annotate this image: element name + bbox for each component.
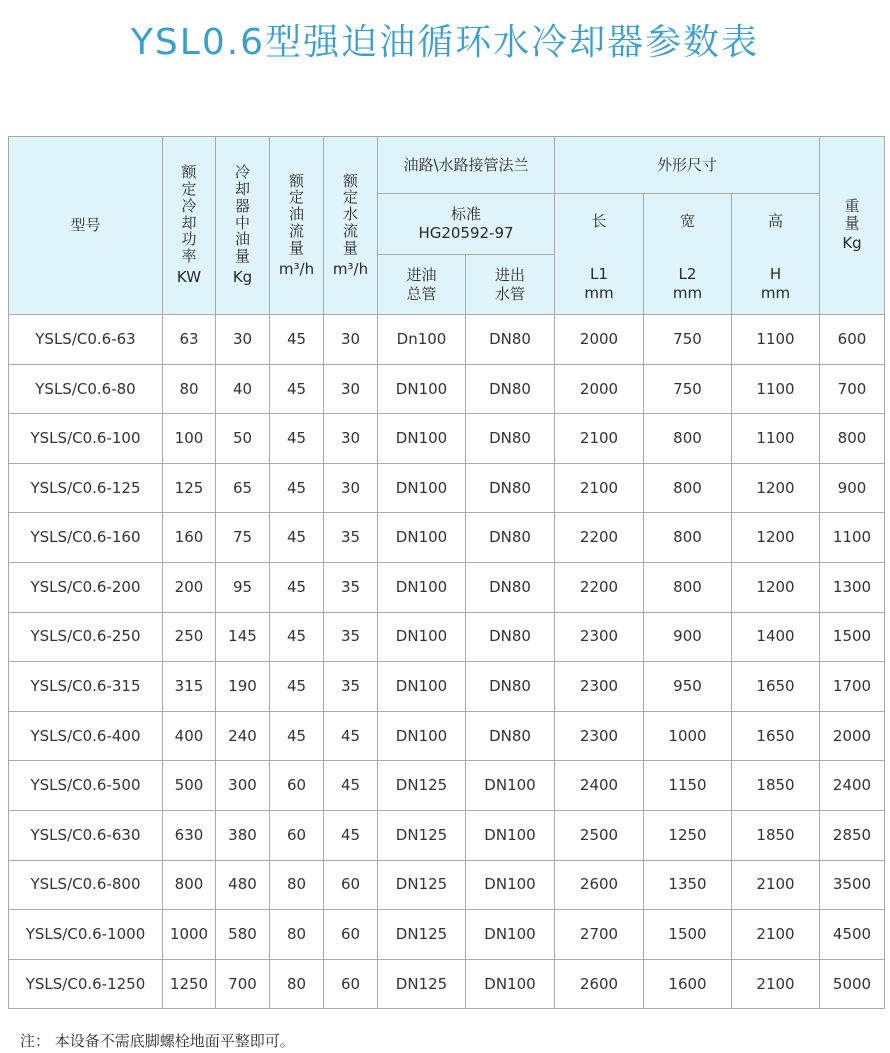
table-cell: 1500 xyxy=(644,910,732,960)
table-cell: YSLS/C0.6-200 xyxy=(9,562,163,612)
table-cell: 45 xyxy=(270,562,324,612)
table-cell: DN100 xyxy=(378,612,466,662)
table-cell: DN125 xyxy=(378,860,466,910)
table-cell: DN100 xyxy=(378,711,466,761)
table-cell: 380 xyxy=(216,810,270,860)
table-cell: 45 xyxy=(270,513,324,563)
table-row xyxy=(9,662,885,712)
header-length: 长 L1 mm xyxy=(555,194,644,315)
table-cell: 60 xyxy=(324,959,378,1009)
table-cell: DN100 xyxy=(466,959,555,1009)
table-cell: DN100 xyxy=(378,562,466,612)
table-cell: 30 xyxy=(324,463,378,513)
table-cell: YSLS/C0.6-315 xyxy=(9,662,163,712)
table-cell: 1250 xyxy=(644,810,732,860)
table-cell: YSLS/C0.6-1000 xyxy=(9,910,163,960)
table-cell: DN80 xyxy=(466,463,555,513)
table-cell: 2600 xyxy=(555,860,644,910)
table-cell: DN125 xyxy=(378,761,466,811)
table-cell: 95 xyxy=(216,562,270,612)
table-cell: 2100 xyxy=(732,860,820,910)
table-cell: 2200 xyxy=(555,562,644,612)
table-cell: 800 xyxy=(163,860,216,910)
table-cell: 45 xyxy=(324,761,378,811)
table-cell: DN125 xyxy=(378,959,466,1009)
table-cell: YSLS/C0.6-800 xyxy=(9,860,163,910)
header-width: 宽 L2 mm xyxy=(644,194,732,315)
table-cell: YSLS/C0.6-250 xyxy=(9,612,163,662)
table-cell: 35 xyxy=(324,612,378,662)
table-cell: 60 xyxy=(324,910,378,960)
table-cell: DN100 xyxy=(466,860,555,910)
table-row xyxy=(9,414,885,464)
header-weight: 重量 Kg xyxy=(820,137,885,315)
table-row xyxy=(9,463,885,513)
table-row xyxy=(9,364,885,414)
table-cell: 80 xyxy=(270,860,324,910)
table-cell: 2300 xyxy=(555,612,644,662)
table-cell: 45 xyxy=(270,463,324,513)
table-cell: Dn100 xyxy=(378,315,466,365)
table-row xyxy=(9,810,885,860)
table-cell: 2200 xyxy=(555,513,644,563)
table-cell: 250 xyxy=(163,612,216,662)
table-cell: 1100 xyxy=(732,315,820,365)
footnote: 注： 本设备不需底脚螺栓地面平整即可。 xyxy=(20,1032,295,1050)
table-cell: 125 xyxy=(163,463,216,513)
table-cell: 45 xyxy=(270,612,324,662)
table-cell: 145 xyxy=(216,612,270,662)
table-cell: YSLS/C0.6-630 xyxy=(9,810,163,860)
table-cell: YSLS/C0.6-100 xyxy=(9,414,163,464)
table-cell: 2700 xyxy=(555,910,644,960)
table-cell: DN100 xyxy=(378,414,466,464)
header-dimensions: 外形尺寸 xyxy=(555,137,820,194)
table-cell: 200 xyxy=(163,562,216,612)
table-cell: 2100 xyxy=(555,463,644,513)
table-cell: 40 xyxy=(216,364,270,414)
table-cell: 2850 xyxy=(820,810,885,860)
table-cell: 75 xyxy=(216,513,270,563)
table-cell: 60 xyxy=(324,860,378,910)
table-cell: 800 xyxy=(644,414,732,464)
table-cell: 1200 xyxy=(732,562,820,612)
table-cell: 400 xyxy=(163,711,216,761)
table-cell: 2500 xyxy=(555,810,644,860)
header-oil-flow: 额定油流量 m³/h xyxy=(270,137,324,315)
table-cell: 60 xyxy=(270,810,324,860)
header-water-flow: 额定水流量 m³/h xyxy=(324,137,378,315)
table-cell: YSLS/C0.6-400 xyxy=(9,711,163,761)
table-cell: 1850 xyxy=(732,810,820,860)
table-cell: 800 xyxy=(644,513,732,563)
table-row xyxy=(9,910,885,960)
table-cell: 1350 xyxy=(644,860,732,910)
table-cell: 1500 xyxy=(820,612,885,662)
table-cell: 30 xyxy=(216,315,270,365)
table-cell: 700 xyxy=(820,364,885,414)
table-row xyxy=(9,761,885,811)
table-cell: 45 xyxy=(270,315,324,365)
header-oil-pipe: 进油 总管 xyxy=(378,255,466,315)
table-cell: 50 xyxy=(216,414,270,464)
table-cell: DN100 xyxy=(378,364,466,414)
header-height: 高 H mm xyxy=(732,194,820,315)
table-cell: 750 xyxy=(644,364,732,414)
table-cell: 1850 xyxy=(732,761,820,811)
table-cell: DN100 xyxy=(466,810,555,860)
header-flange: 油路\水路接管法兰 xyxy=(378,137,555,194)
table-row xyxy=(9,860,885,910)
table-cell: 1200 xyxy=(732,463,820,513)
table-cell: DN80 xyxy=(466,662,555,712)
table-cell: 63 xyxy=(163,315,216,365)
table-cell: 900 xyxy=(644,612,732,662)
table-cell: 1250 xyxy=(163,959,216,1009)
table-cell: DN100 xyxy=(378,513,466,563)
table-cell: 900 xyxy=(820,463,885,513)
table-cell: DN100 xyxy=(466,910,555,960)
table-cell: DN100 xyxy=(466,761,555,811)
table-cell: 800 xyxy=(644,562,732,612)
table-cell: 1300 xyxy=(820,562,885,612)
table-cell: 2000 xyxy=(555,364,644,414)
header-model: 型号 xyxy=(9,137,163,315)
table-cell: 2100 xyxy=(555,414,644,464)
table-cell: 80 xyxy=(270,959,324,1009)
table-cell: 580 xyxy=(216,910,270,960)
table-cell: 1700 xyxy=(820,662,885,712)
table-cell: 35 xyxy=(324,513,378,563)
table-cell: 2000 xyxy=(820,711,885,761)
table-cell: DN125 xyxy=(378,810,466,860)
table-cell: 630 xyxy=(163,810,216,860)
table-cell: 300 xyxy=(216,761,270,811)
table-cell: 5000 xyxy=(820,959,885,1009)
table-cell: 480 xyxy=(216,860,270,910)
header-oil-volume: 冷却器中油量 Kg xyxy=(216,137,270,315)
table-cell: YSLS/C0.6-500 xyxy=(9,761,163,811)
table-cell: YSLS/C0.6-1250 xyxy=(9,959,163,1009)
table-cell: 1150 xyxy=(644,761,732,811)
table-cell: 45 xyxy=(270,662,324,712)
table-row xyxy=(9,562,885,612)
table-cell: YSLS/C0.6-125 xyxy=(9,463,163,513)
header-standard: 标准 HG20592-97 xyxy=(378,194,555,255)
table-cell: 190 xyxy=(216,662,270,712)
table-cell: 2100 xyxy=(732,959,820,1009)
table-row xyxy=(9,513,885,563)
table-cell: 1650 xyxy=(732,662,820,712)
table-row xyxy=(9,959,885,1009)
table-cell: DN80 xyxy=(466,315,555,365)
header-cooling-power: 额定冷却功率 KW xyxy=(163,137,216,315)
table-cell: YSLS/C0.6-80 xyxy=(9,364,163,414)
table-cell: 1000 xyxy=(644,711,732,761)
table-cell: 2600 xyxy=(555,959,644,1009)
table-cell: 2400 xyxy=(820,761,885,811)
table-body xyxy=(9,315,885,1009)
table-cell: 45 xyxy=(324,810,378,860)
table-cell: 1100 xyxy=(820,513,885,563)
table-cell: 80 xyxy=(163,364,216,414)
table-cell: 500 xyxy=(163,761,216,811)
table-cell: 100 xyxy=(163,414,216,464)
table-cell: 1400 xyxy=(732,612,820,662)
table-cell: 2400 xyxy=(555,761,644,811)
table-cell: YSLS/C0.6-63 xyxy=(9,315,163,365)
table-cell: 30 xyxy=(324,414,378,464)
table-cell: 65 xyxy=(216,463,270,513)
table-cell: 60 xyxy=(270,761,324,811)
table-cell: 315 xyxy=(163,662,216,712)
table-cell: DN100 xyxy=(378,662,466,712)
table-cell: 800 xyxy=(644,463,732,513)
table-cell: DN100 xyxy=(378,463,466,513)
table-cell: 35 xyxy=(324,562,378,612)
table-row xyxy=(9,711,885,761)
table-cell: 45 xyxy=(324,711,378,761)
table-cell: 800 xyxy=(820,414,885,464)
table-cell: 4500 xyxy=(820,910,885,960)
table-row xyxy=(9,612,885,662)
page-title: YSL0.6型强迫油循环水冷却器参数表 xyxy=(130,22,760,63)
table-cell: 2300 xyxy=(555,662,644,712)
table-cell: 1200 xyxy=(732,513,820,563)
table-cell: 1100 xyxy=(732,364,820,414)
table-cell: 600 xyxy=(820,315,885,365)
table-cell: DN80 xyxy=(466,562,555,612)
table-cell: 45 xyxy=(270,711,324,761)
table-cell: 160 xyxy=(163,513,216,563)
table-row xyxy=(9,315,885,365)
header-water-pipe: 进出 水管 xyxy=(466,255,555,315)
table-cell: 30 xyxy=(324,364,378,414)
table-cell: 45 xyxy=(270,364,324,414)
parameter-table xyxy=(8,136,885,1009)
table-cell: 240 xyxy=(216,711,270,761)
table-cell: 45 xyxy=(270,414,324,464)
table-cell: YSLS/C0.6-160 xyxy=(9,513,163,563)
table-cell: 2100 xyxy=(732,910,820,960)
table-cell: 3500 xyxy=(820,860,885,910)
table-cell: DN80 xyxy=(466,612,555,662)
table-cell: DN80 xyxy=(466,513,555,563)
table-cell: 80 xyxy=(270,910,324,960)
table-cell: DN80 xyxy=(466,364,555,414)
table-cell: DN80 xyxy=(466,711,555,761)
table-cell: 1100 xyxy=(732,414,820,464)
table-cell: 700 xyxy=(216,959,270,1009)
table-cell: 950 xyxy=(644,662,732,712)
table-cell: 1650 xyxy=(732,711,820,761)
table-cell: 2000 xyxy=(555,315,644,365)
table-cell: 35 xyxy=(324,662,378,712)
table-cell: 1000 xyxy=(163,910,216,960)
table-cell: DN125 xyxy=(378,910,466,960)
table-cell: DN80 xyxy=(466,414,555,464)
table-cell: 1600 xyxy=(644,959,732,1009)
table-cell: 30 xyxy=(324,315,378,365)
table-cell: 750 xyxy=(644,315,732,365)
table-cell: 2300 xyxy=(555,711,644,761)
